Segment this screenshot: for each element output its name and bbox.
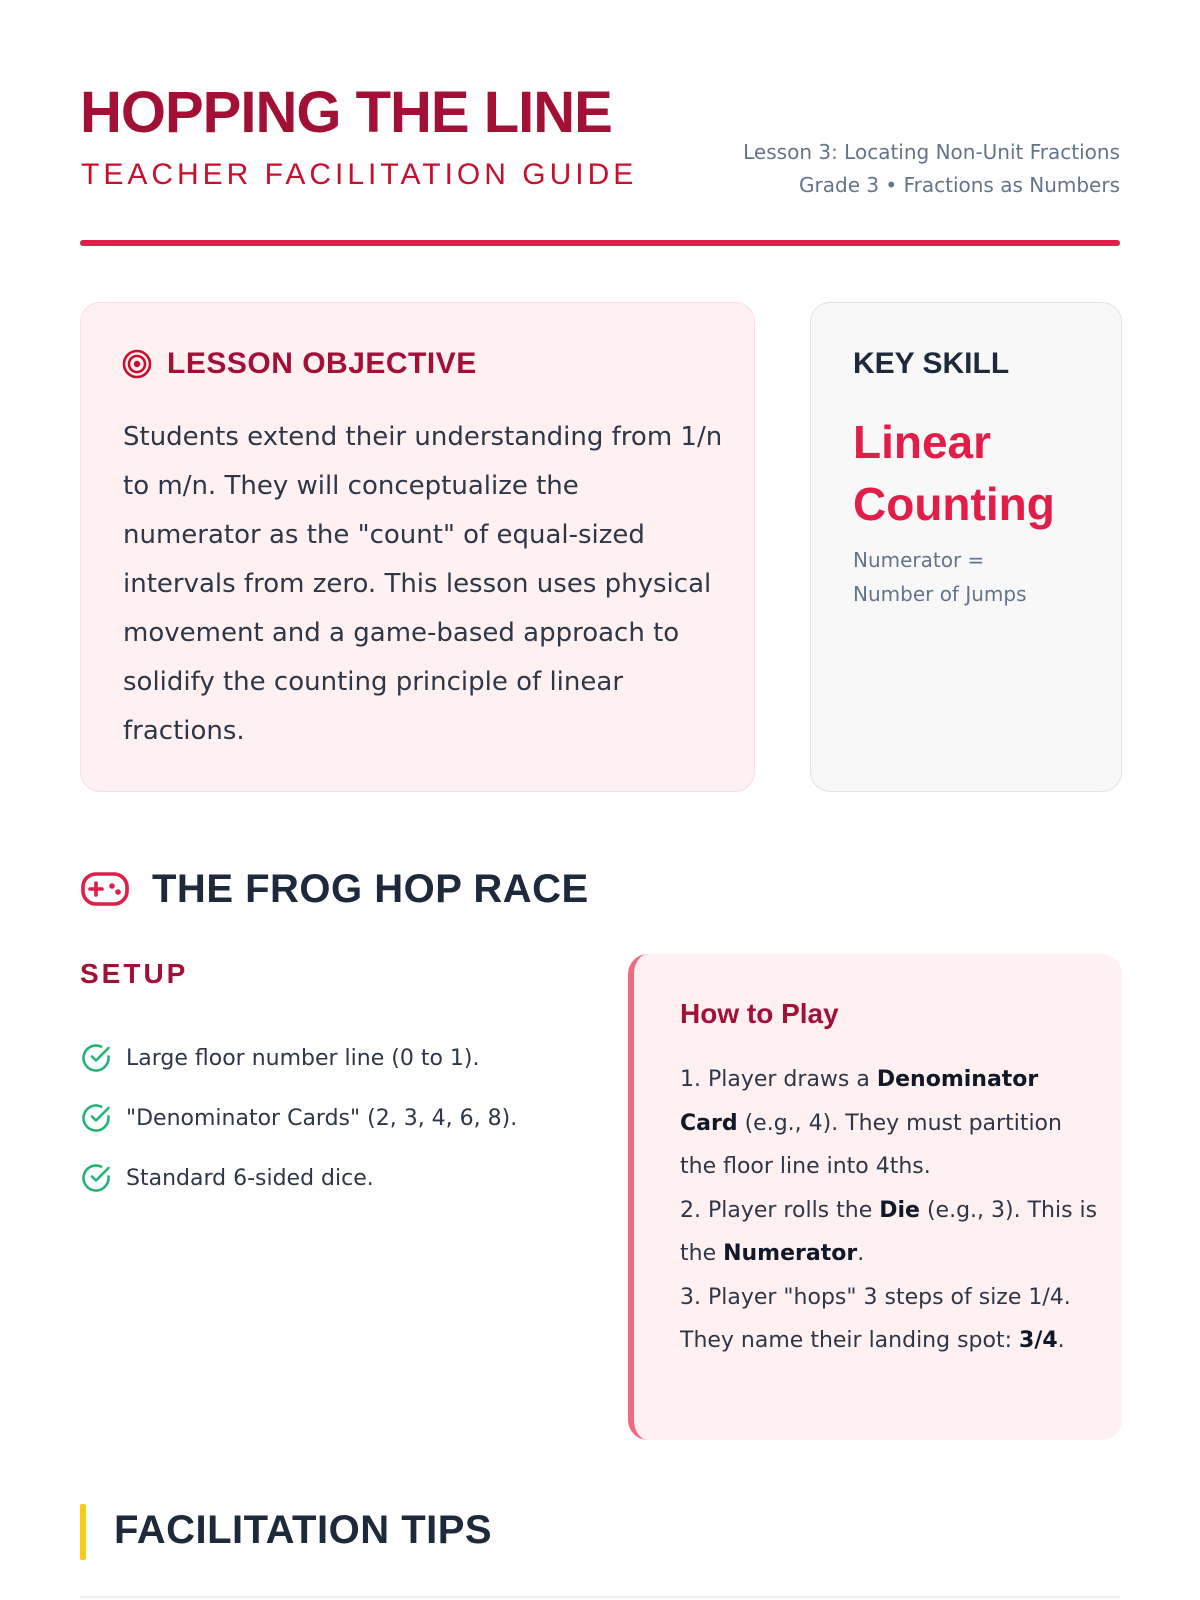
step-text: 3. Player "hops" 3 steps of size 1/4. They name their landing spot: (680, 1284, 1071, 1353)
key-skill-value: Linear Counting (853, 416, 1055, 530)
lesson-objective-card (80, 302, 755, 792)
game-heading (80, 864, 589, 914)
setup-item (80, 1028, 517, 1088)
setup-item-text: Large floor number line (0 to 1). (126, 1045, 480, 1071)
setup-title: SETUP (80, 958, 189, 989)
tips-accent-bar (80, 1504, 86, 1560)
target-icon (121, 348, 153, 380)
step-3 (680, 1276, 1100, 1363)
step-text: . (857, 1241, 865, 1266)
game-title: THE FROG HOP RACE (152, 866, 589, 911)
how-to-play-steps (680, 1058, 1100, 1363)
setup-item-text: "Denominator Cards" (2, 3, 4, 6, 8). (126, 1105, 518, 1131)
step-text: . (1057, 1328, 1065, 1353)
step-emphasis: Denominator Card (680, 1067, 1039, 1136)
step-1 (680, 1058, 1100, 1189)
step-2 (680, 1189, 1100, 1276)
step-text: 1. Player draws a (680, 1067, 877, 1092)
step-text: (e.g., 4). They must partition the floor line into 4ths. (680, 1110, 1062, 1179)
tips-title: FACILITATION TIPS (114, 1508, 493, 1552)
bottom-divider (80, 1596, 1120, 1598)
page-header (80, 80, 1120, 210)
key-skill-label: KEY SKILL (853, 347, 1010, 380)
step-emphasis: 3/4 (1019, 1328, 1058, 1353)
key-skill-card (810, 302, 1122, 792)
setup-item (80, 1148, 517, 1208)
setup-list (80, 1028, 517, 1208)
key-skill-note: Numerator = Number of Jumps (853, 548, 1027, 606)
check-circle-icon (80, 1042, 112, 1074)
lesson-label: Lesson 3: Locating Non-Unit Fractions (743, 140, 1120, 164)
grade-label: Grade 3 • Fractions as Numbers (799, 173, 1120, 197)
check-circle-icon (80, 1102, 112, 1134)
header-divider (80, 240, 1120, 246)
objective-text: Students extend their understanding from 1/n to m/n. They will conceptualize the numerator as the "count" of equal-sized intervals from zero. This lesson uses physical movement and a game-based approach to solidify the counting principle of linear fractions. (123, 422, 723, 746)
how-to-play-title: How to Play (680, 998, 839, 1029)
objective-heading (121, 347, 477, 381)
setup-item (80, 1088, 517, 1148)
gamepad-icon (80, 869, 130, 909)
page-title: HOPPING THE LINE (80, 80, 612, 145)
objective-title: LESSON OBJECTIVE (167, 347, 477, 380)
page-subtitle: TEACHER FACILITATION GUIDE (81, 158, 638, 191)
how-to-play-card (628, 954, 1122, 1440)
check-circle-icon (80, 1162, 112, 1194)
step-text: (e.g., 3). This is the (680, 1197, 1098, 1266)
step-emphasis: Die (879, 1197, 920, 1223)
step-emphasis: Numerator (723, 1241, 858, 1266)
setup-item-text: Standard 6-sided dice. (126, 1165, 374, 1191)
step-text: 2. Player rolls the (680, 1197, 880, 1223)
lesson-meta (743, 136, 1120, 202)
